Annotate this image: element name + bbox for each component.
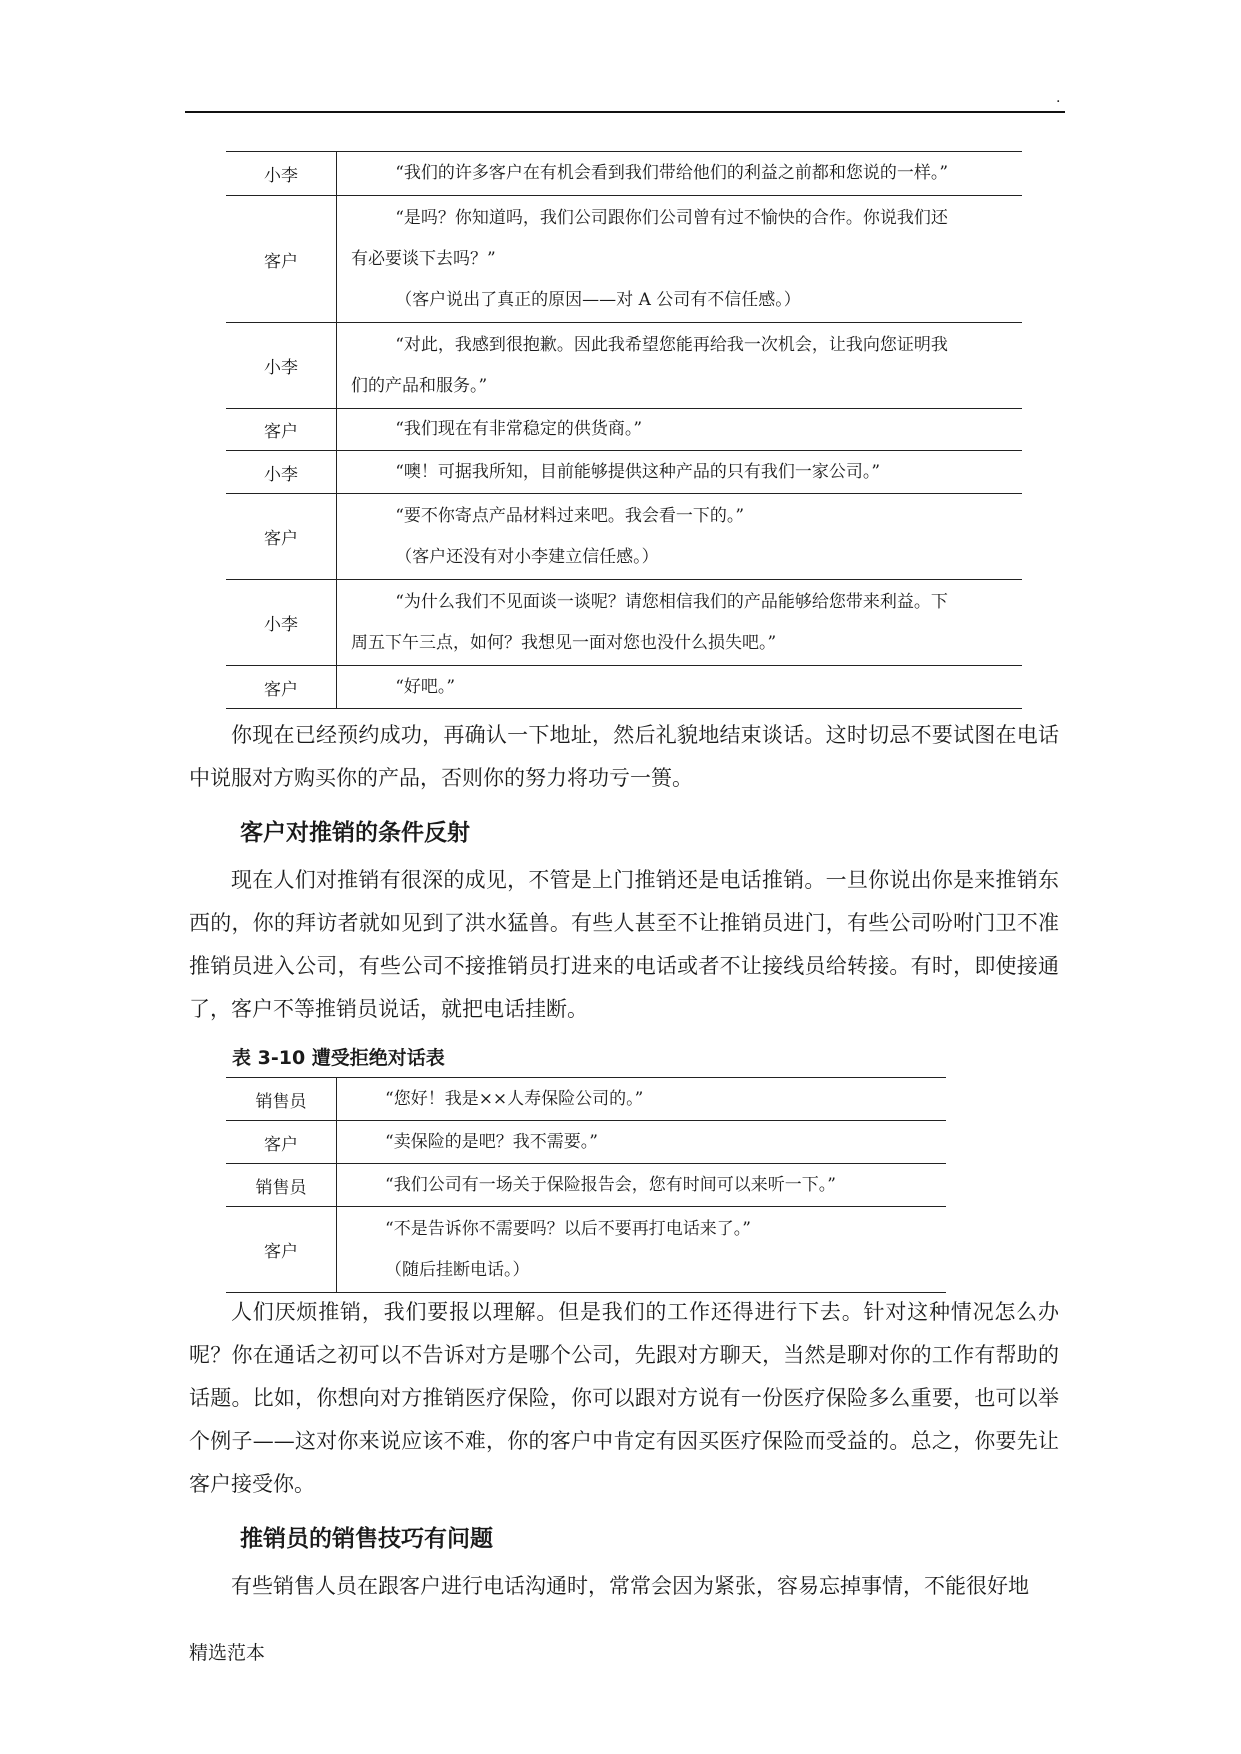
dialogue-table-2 xyxy=(226,1077,946,1293)
dialogue-cell xyxy=(337,196,1023,323)
dialogue-line: “我们的许多客户在有机会看到我们带给他们的利益之前都和您说的一样。” xyxy=(395,163,949,183)
speaker-cell: 销售员 xyxy=(226,1078,337,1121)
table-row xyxy=(226,1121,946,1164)
table-row xyxy=(226,1164,946,1207)
speaker-cell: 客户 xyxy=(226,666,337,709)
dialogue-note: （随后挂断电话。） xyxy=(385,1259,530,1280)
table-row xyxy=(226,451,1022,494)
header-mark: . xyxy=(1056,90,1061,106)
speaker-cell: 客户 xyxy=(226,494,337,580)
speaker-cell: 销售员 xyxy=(226,1164,337,1207)
dialogue-cell xyxy=(337,1207,947,1293)
dialogue-note: （客户还没有对小李建立信任感。） xyxy=(395,546,659,567)
dialogue-cell xyxy=(337,323,1023,409)
dialogue-line: “您好！我是××人寿保险公司的。” xyxy=(385,1088,644,1109)
dialogue-line: “噢！可据我所知，目前能够提供这种产品的只有我们一家公司。” xyxy=(395,461,881,482)
dialogue-table-1 xyxy=(226,151,1022,709)
dialogue-line: 有必要谈下去吗？” xyxy=(351,248,496,269)
table-row xyxy=(226,196,1022,323)
dialogue-cell xyxy=(337,494,1023,580)
speaker-cell: 小李 xyxy=(226,152,337,196)
dialogue-line: 们的产品和服务。” xyxy=(351,375,488,396)
dialogue-cell xyxy=(337,1078,947,1121)
dialogue-cell xyxy=(337,1121,947,1164)
table-row xyxy=(226,323,1022,409)
speaker-cell: 客户 xyxy=(226,1121,337,1164)
speaker-cell: 客户 xyxy=(226,1207,337,1293)
speaker-cell: 小李 xyxy=(226,451,337,494)
paragraph-2: 现在人们对推销有很深的成见，不管是上门推销还是电话推销。一旦你说出你是来推销东西的，你的拜访者就如见到了洪水猛兽。有些人甚至不让推销员进门，有些公司吩咐门卫不准推销员进入公司，有些公司不接推销员打进来的电话或者不让接线员给转接。有时，即使接通了，客户不等推销员说话，就把电话挂断。 xyxy=(189,868,1059,1021)
dialogue-line: 周五下午三点，如何？我想见一面对您也没什么损失吧。” xyxy=(351,632,777,653)
dialogue-line: “为什么我们不见面谈一谈呢？请您相信我们的产品能够给您带来利益。下 xyxy=(395,591,948,612)
dialogue-cell xyxy=(337,152,1023,196)
section-heading-1: 客户对推销的条件反射 xyxy=(240,820,470,846)
speaker-cell: 小李 xyxy=(226,580,337,666)
paragraph-1: 你现在已经预约成功，再确认一下地址，然后礼貌地结束谈话。这时切忌不要试图在电话中说服对方购买你的产品，否则你的努力将功亏一篑。 xyxy=(189,723,1059,790)
dialogue-line: “我们现在有非常稳定的供货商。” xyxy=(395,419,643,439)
table-row xyxy=(226,1078,946,1121)
paragraph-3: 人们厌烦推销，我们要报以理解。但是我们的工作还得进行下去。针对这种情况怎么办呢？你在通话之初可以不告诉对方是哪个公司，先跟对方聊天，当然是聊对你的工作有帮助的话题。比如，你想向对方推销医疗保险，你可以跟对方说有一份医疗保险多么重要，也可以举个例子——这对你来说应该不难，你的客户中肯定有因买医疗保险而受益的。总之，你要先让客户接受你。 xyxy=(189,1300,1059,1496)
table-caption: 表 3-10 遭受拒绝对话表 xyxy=(232,1047,445,1069)
dialogue-cell xyxy=(337,1164,947,1207)
footer-text: 精选范本 xyxy=(189,1642,266,1664)
dialogue-line: “对此，我感到很抱歉。因此我希望您能再给我一次机会，让我向您证明我 xyxy=(395,334,948,355)
dialogue-line: “卖保险的是吧？我不需要。” xyxy=(385,1131,598,1152)
speaker-cell: 小李 xyxy=(226,323,337,409)
table-row xyxy=(226,666,1022,709)
dialogue-line: “要不你寄点产品材料过来吧。我会看一下的。” xyxy=(395,505,745,526)
table-row xyxy=(226,494,1022,580)
table-row xyxy=(226,409,1022,451)
speaker-cell: 客户 xyxy=(226,409,337,451)
dialogue-line: “好吧。” xyxy=(395,676,456,697)
dialogue-cell xyxy=(337,666,1023,709)
header-rule xyxy=(185,111,1065,113)
paragraph-4: 有些销售人员在跟客户进行电话沟通时，常常会因为紧张，容易忘掉事情，不能很好地 xyxy=(231,1574,1029,1598)
table-row xyxy=(226,152,1022,196)
table-row xyxy=(226,1207,946,1293)
dialogue-line: “我们公司有一场关于保险报告会，您有时间可以来听一下。” xyxy=(385,1174,836,1195)
table-row xyxy=(226,580,1022,666)
dialogue-line: “不是告诉你不需要吗？以后不要再打电话来了。” xyxy=(385,1218,751,1239)
dialogue-line: “是吗？你知道吗，我们公司跟你们公司曾有过不愉快的合作。你说我们还 xyxy=(395,207,948,228)
dialogue-cell xyxy=(337,451,1023,494)
dialogue-note: （客户说出了真正的原因——对 A 公司有不信任感。） xyxy=(395,289,801,310)
speaker-cell: 客户 xyxy=(226,196,337,323)
dialogue-cell xyxy=(337,580,1023,666)
dialogue-cell xyxy=(337,409,1023,451)
section-heading-2: 推销员的销售技巧有问题 xyxy=(240,1526,493,1552)
